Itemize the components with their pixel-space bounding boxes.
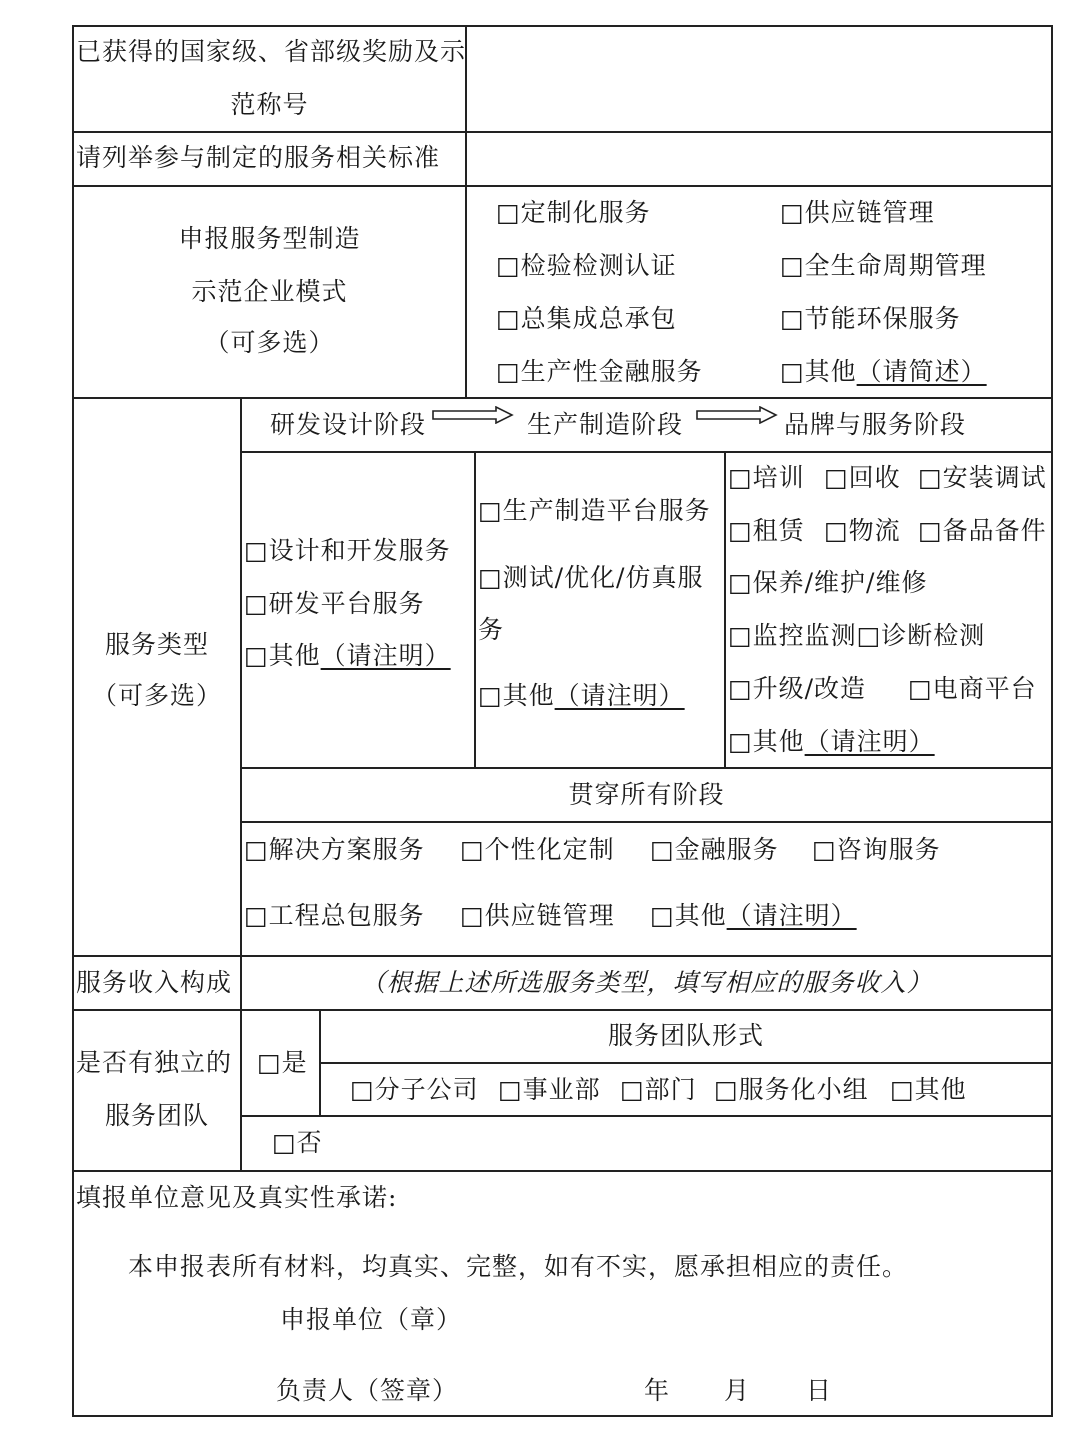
across-option-engineering[interactable]: □工程总包服务 [244, 901, 425, 930]
across-option-consulting[interactable]: □咨询服务 [812, 835, 941, 864]
rd-other-note[interactable]: （请注明） [320, 641, 451, 670]
brand-option-maintenance[interactable]: □保养/维护/维修 [728, 568, 928, 597]
across-option-solution[interactable]: □解决方案服务 [244, 835, 425, 864]
team-form-division[interactable]: □事业部 [498, 1075, 601, 1104]
brand-option-upgrade[interactable]: □升级/改造 [728, 674, 867, 703]
mode-option-supply-chain[interactable]: □供应链管理 [780, 198, 935, 227]
mfg-option-testing-cont: 务 [478, 615, 505, 644]
across-title: 贯穿所有阶段 [568, 780, 725, 809]
pledge-unit-seal: 申报单位（章） [280, 1305, 463, 1334]
pledge-statement: 本申报表所有材料，均真实、完整，如有不实，愿承担相应的责任。 [128, 1252, 909, 1281]
mode-label-line1: 申报服务型制造 [178, 224, 361, 253]
pledge-year: 年 [644, 1376, 671, 1405]
team-no-checkbox[interactable]: □否 [272, 1128, 323, 1157]
border-top [72, 25, 1053, 27]
income-hint[interactable]: （根据上述所选服务类型，填写相应的服务收入） [360, 968, 933, 997]
team-form-group[interactable]: □服务化小组 [714, 1075, 869, 1104]
awards-label-line1: 已获得的国家级、省部级奖励及示 [76, 37, 467, 66]
awards-value-cell[interactable] [468, 28, 1050, 130]
mode-option-other-label: □其他 [780, 357, 857, 386]
team-label-line1: 是否有独立的 [76, 1048, 233, 1077]
mfg-option-other-label: □其他 [478, 681, 555, 710]
standards-label: 请列举参与制定的服务相关标准 [76, 143, 441, 172]
border-bottom [72, 1415, 1053, 1417]
across-other-note[interactable]: （请注明） [726, 901, 857, 930]
col-sep [465, 25, 467, 398]
team-label-line2: 服务团队 [104, 1101, 209, 1130]
mfg-other-note[interactable]: （请注明） [554, 681, 685, 710]
brand-option-training[interactable]: □培训 [728, 463, 805, 492]
pledge-person-signature: 负责人（签章） [276, 1376, 459, 1405]
stage-arrow-1-icon [432, 406, 514, 424]
mode-option-inspection[interactable]: □检验检测认证 [496, 251, 677, 280]
brand-option-spares[interactable]: □备品备件 [918, 516, 1047, 545]
mode-option-energy[interactable]: □节能环保服务 [780, 304, 961, 333]
service-type-label-line1: 服务类型 [104, 630, 209, 659]
pledge-day: 日 [806, 1376, 833, 1405]
stage-brand-service: 品牌与服务阶段 [784, 410, 967, 439]
row-sep [240, 821, 1053, 823]
across-option-other[interactable] [650, 901, 857, 931]
team-form-title: 服务团队形式 [607, 1021, 764, 1050]
team-form-subsidiary[interactable]: □分子公司 [350, 1075, 479, 1104]
row-sep [72, 1170, 1053, 1172]
brand-other-note[interactable]: （请注明） [804, 727, 935, 756]
stage-manufacturing: 生产制造阶段 [527, 410, 684, 439]
row-sep [72, 397, 1053, 399]
row-sep [240, 451, 1053, 453]
mode-label-line2: 示范企业模式 [191, 277, 348, 306]
mode-option-other[interactable] [780, 357, 987, 387]
rd-option-platform[interactable]: □研发平台服务 [244, 589, 425, 618]
brand-option-recycle[interactable]: □回收 [824, 463, 901, 492]
stage-rd: 研发设计阶段 [270, 410, 427, 439]
across-option-personalized[interactable]: □个性化定制 [460, 835, 615, 864]
mode-option-integration[interactable]: □总集成总承包 [496, 304, 677, 333]
row-sep [72, 131, 1053, 133]
mode-option-customized[interactable]: □定制化服务 [496, 198, 651, 227]
brand-option-lease[interactable]: □租赁 [728, 516, 805, 545]
mode-other-note[interactable]: （请简述） [856, 357, 987, 386]
awards-label-line2: 范称号 [230, 90, 309, 119]
row-sep [319, 1062, 1053, 1064]
border-right [1051, 25, 1053, 1417]
mfg-option-testing[interactable]: □测试/优化/仿真服 [478, 563, 704, 592]
across-option-supply-chain[interactable]: □供应链管理 [460, 901, 615, 930]
rd-option-design[interactable]: □设计和开发服务 [244, 536, 451, 565]
brand-option-monitoring[interactable]: □监控监测□诊断检测 [728, 621, 986, 650]
team-form-other[interactable]: □其他 [890, 1075, 967, 1104]
mfg-option-platform[interactable]: □生产制造平台服务 [478, 496, 711, 525]
standards-value-cell[interactable] [468, 134, 1050, 184]
pledge-month: 月 [724, 1376, 751, 1405]
stage-arrow-2-icon [696, 406, 778, 424]
brand-option-logistics[interactable]: □物流 [824, 516, 901, 545]
row-sep [72, 185, 1053, 187]
team-yes-checkbox[interactable]: □是 [257, 1048, 308, 1077]
team-form-department[interactable]: □部门 [620, 1075, 697, 1104]
row-sep [72, 955, 1053, 957]
col-sep [724, 451, 726, 768]
rd-option-other[interactable] [244, 641, 451, 671]
mode-label-line3: （可多选） [204, 328, 335, 357]
brand-option-ecommerce[interactable]: □电商平台 [908, 674, 1037, 703]
mfg-option-other[interactable] [478, 681, 685, 711]
pledge-title: 填报单位意见及真实性承诺: [76, 1183, 398, 1212]
service-type-label-line2: （可多选） [91, 681, 222, 710]
row-sep [240, 1115, 1053, 1117]
row-sep [240, 767, 1053, 769]
brand-option-other-label: □其他 [728, 727, 805, 756]
brand-option-other[interactable] [728, 727, 935, 757]
mode-option-lifecycle[interactable]: □全生命周期管理 [780, 251, 987, 280]
rd-option-other-label: □其他 [244, 641, 321, 670]
across-option-other-label: □其他 [650, 901, 727, 930]
col-sep [474, 451, 476, 768]
across-option-finance[interactable]: □金融服务 [650, 835, 779, 864]
mode-option-finance[interactable]: □生产性金融服务 [496, 357, 703, 386]
row-sep [72, 1009, 1053, 1011]
brand-option-install[interactable]: □安装调试 [918, 463, 1047, 492]
income-label: 服务收入构成 [76, 968, 233, 997]
